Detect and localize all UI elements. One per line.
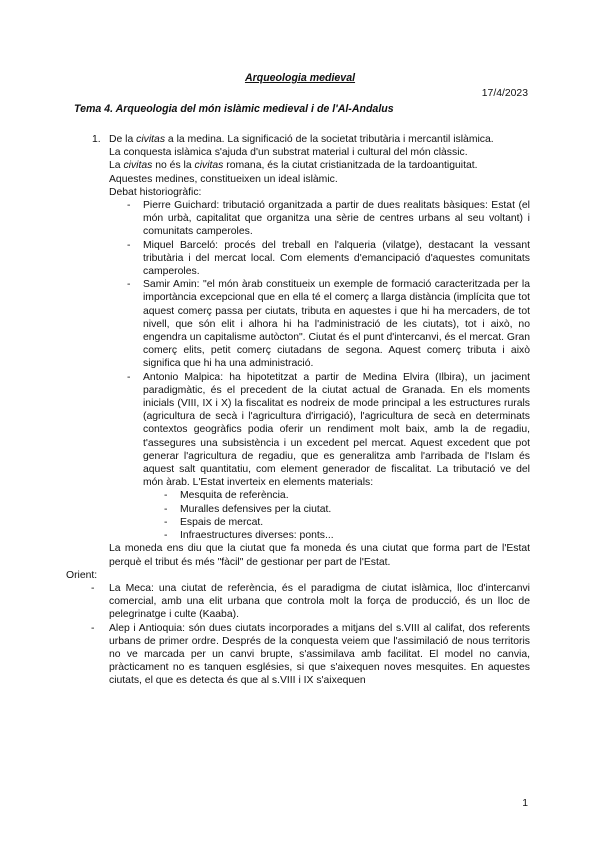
section-number: 1. xyxy=(92,134,101,145)
list-item: - Samir Amin: "el món àrab constitueix un exemple de formació caracteritzada per la importància excepcional que en ella té el comerç a llarga distància (implícita que tot aquest comerç passa per ciutats, tributa en aquestes i que hi ha mercaders, de tot nivell, que són elit i alhora hi ha l'administració de les ciutats), tot i això, no engendra un capitalisme autòcton". Ciutat és el punt d'intercanvi, és el mercat. Gran comerç elits, petit comerç ciutadans de segona. Aquest comerç tributa i això significa que hi ha una administració. xyxy=(143,278,530,370)
document-date: 17/4/2023 xyxy=(481,88,528,99)
list-item: - Alep i Antioquia: són dues ciutats incorporades a mitjans del s.VIII al califat, dos referents urbans de primer ordre. Després de la conquesta veiem que l'assimilació de nous territoris no ve marcada per un canvi brupte, s'assimilava amb facilitat. El model no canvia, pràcticament no es tanquen esglésies, si que s'aixequen noves mesquites. En aquestes ciutats, el que es detecta és que al s.VIII i IX s'aixequen xyxy=(109,622,530,688)
list-item: - Pierre Guichard: tributació organitzada a partir de dues realitats bàsiques: Estat (el món urbà, capitalitat que organitza una sèrie de centres urbans al seu voltant) i comunitats camperoles. xyxy=(143,199,530,239)
document-title: Arqueologia medieval xyxy=(244,72,356,84)
list-item: - Infraestructures diverses: ponts... xyxy=(180,529,530,542)
list-item: - Mesquita de referència. xyxy=(180,489,530,502)
topic-heading: Tema 4. Arqueologia del món islàmic medieval i de l'Al-Andalus xyxy=(74,103,394,115)
historiography-list xyxy=(109,199,530,489)
section-1-line: La civitas no és la civitas romana, és la ciutat cristianitzada de la tardoantiguitat. xyxy=(109,160,478,172)
money-paragraph: La moneda ens diu que la ciutat que fa moneda és una ciutat que forma part de l'Estat perquè el tribut és més "fàcil" de gestionar per part de l'Estat. xyxy=(109,543,530,568)
document-body xyxy=(66,133,530,688)
materials-list xyxy=(143,489,530,542)
section-1-line: La conquesta islàmica s'ajuda d'un substrat material i cultural del món clàssic. xyxy=(109,147,468,159)
debate-label: Debat historiogràfic: xyxy=(109,186,202,198)
list-item: - Espais de mercat. xyxy=(180,516,530,529)
list-item: - Antonio Malpica: ha hipotetitzat a partir de Medina Elvira (Ilbira), un jaciment paradigmàtic, és el precedent de la ciutat actual de Granada. En els moments inicials (VIII, IX i X) la fiscalitat es nodreix de mode principal a les estructures rurals (agricultura de secà i l'agricultura d'irrigació), l'agricultura de secà en determinats contextos geogràfics podia oferir un rendiment molt baix, amb la de regadiu, t'assegures una subsistència i un excedent pel mercat. Aquest excedent que pot generar l'agricultura de regadiu, que es generalitza amb l'arribada de l'Islam és aquest salt quantitatiu, com element generador de fiscalitat. La tributació ve del món àrab. L'Estat inverteix en elements materials: xyxy=(143,371,530,490)
list-item: - La Meca: una ciutat de referència, és el paradigma de ciutat islàmica, lloc d'intercanvi comercial, amb una elit urbana que controla molt la força de producció, és un lloc de pelegrinatge i culte (Kaaba). xyxy=(109,582,530,622)
section-1-line: De la civitas a la medina. La significació de la societat tributària i mercantil islàmica. xyxy=(109,134,494,145)
list-item: - Muralles defensives per la ciutat. xyxy=(180,503,530,516)
page-number: 1 xyxy=(522,798,528,809)
orient-heading: Orient: xyxy=(66,569,98,581)
section-1-line: Aquestes medines, constitueixen un ideal islàmic. xyxy=(109,173,338,185)
list-item: - Miquel Barceló: procés del treball en l'alqueria (vilatge), destacant la vessant tributària i del mercat local. Com elements d'emancipació d'aquestes comunitats camperoles. xyxy=(143,239,530,279)
orient-list xyxy=(74,582,530,688)
section-1 xyxy=(92,133,530,569)
